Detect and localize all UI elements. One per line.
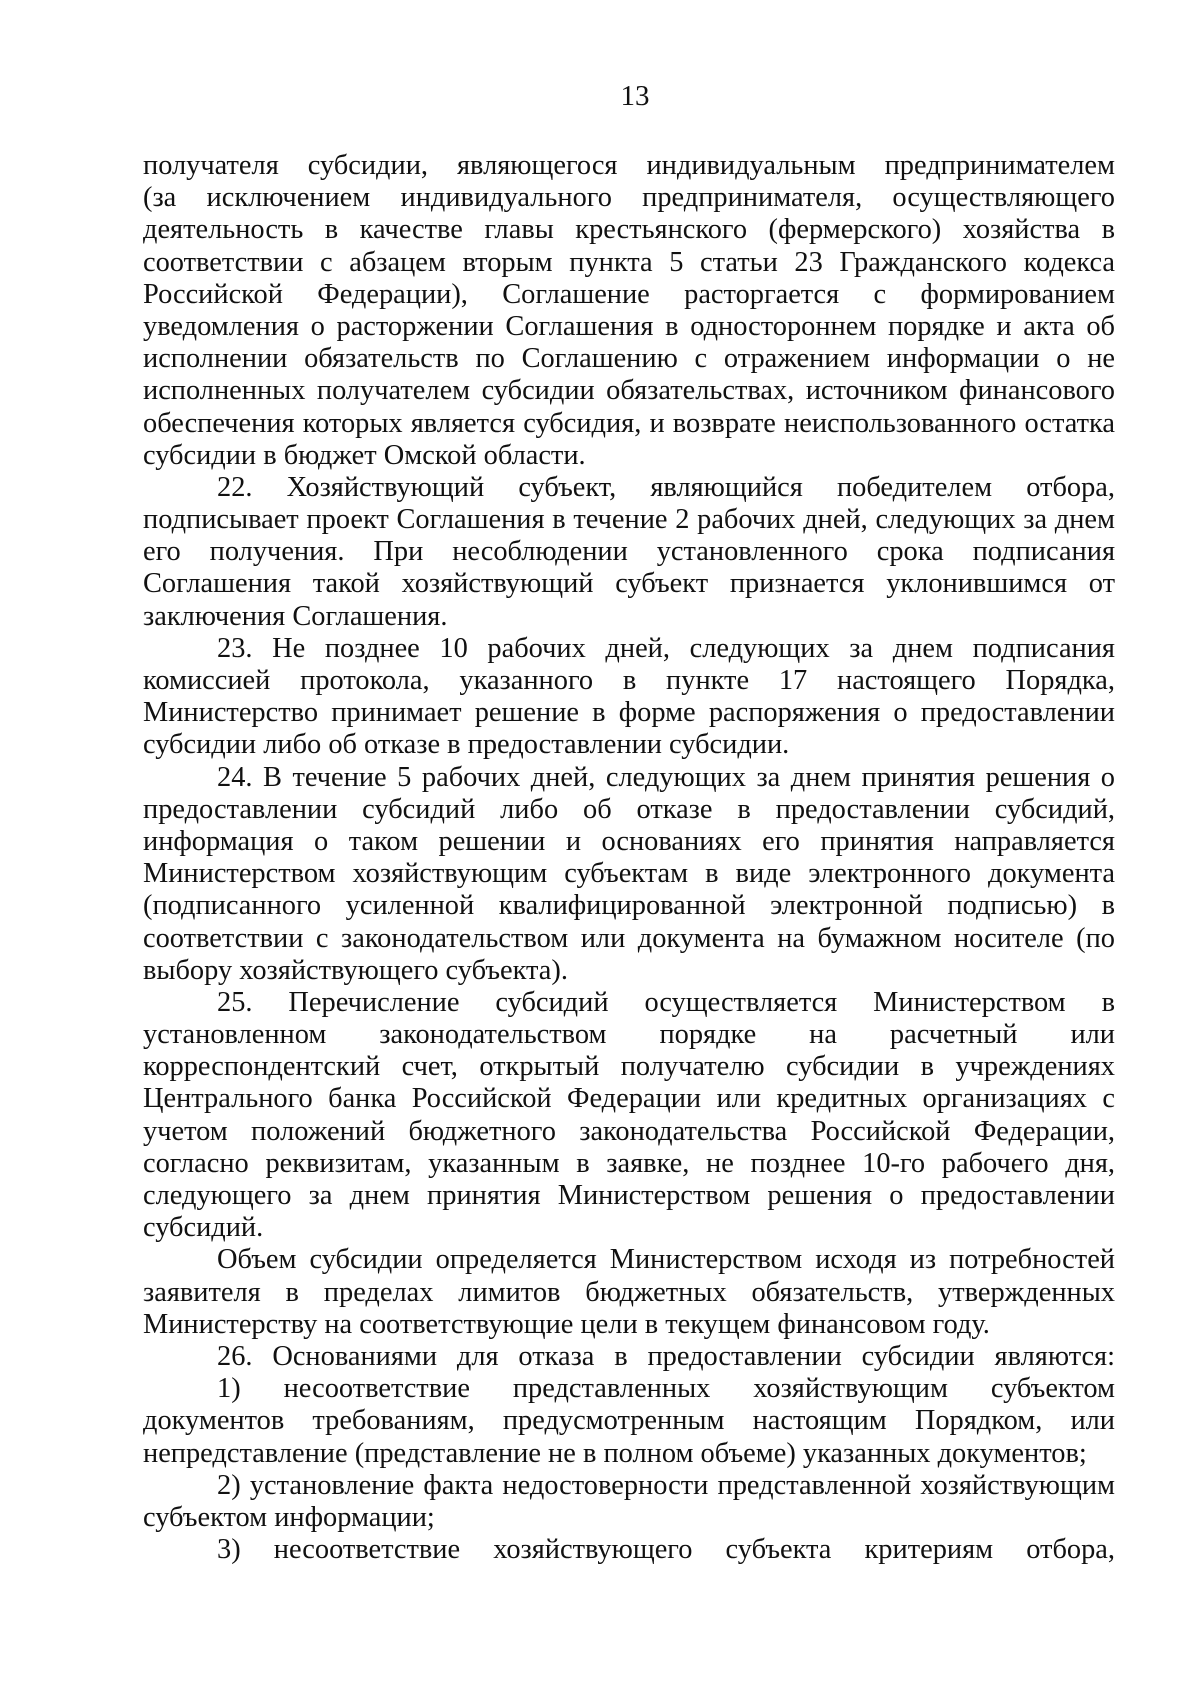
text-line: 25. Перечисление субсидий осуществляется Министерством в	[217, 986, 1115, 1018]
text-line: исполнении обязательств по Соглашению с отражением информации о не	[143, 343, 1115, 375]
text-line: обеспечения которых является субсидия, и возврате неиспользованного остатка	[143, 407, 1115, 439]
text-line: (подписанного усиленной квалифицированной электронной подписью) в	[143, 890, 1115, 922]
text-line: его получения. При несоблюдении установленного срока подписания	[143, 536, 1115, 568]
text-line: субъектом информации;	[143, 1501, 435, 1533]
text-line: соответствии с законодательством или документа на бумажном носителе (по	[143, 922, 1115, 954]
text-line: Российской Федерации), Соглашение расторгается с формированием	[143, 278, 1115, 310]
text-line: (за исключением индивидуального предпринимателя, осуществляющего	[143, 182, 1115, 214]
text-line: 23. Не позднее 10 рабочих дней, следующих за днем подписания	[217, 632, 1115, 664]
text-line: Министерством хозяйствующим субъектам в виде электронного документа	[143, 858, 1115, 890]
text-line: выбору хозяйствующего субъекта).	[143, 954, 568, 986]
text-line: документов требованиям, предусмотренным настоящим Порядком, или	[143, 1405, 1115, 1437]
text-line: установленном законодательством порядке на расчетный или	[143, 1019, 1115, 1051]
text-line: Объем субсидии определяется Министерством исходя из потребностей	[217, 1244, 1115, 1276]
text-line: предоставлении субсидий либо об отказе в предоставлении субсидий,	[143, 793, 1115, 825]
text-line: 3) несоответствие хозяйствующего субъекта критериям отбора,	[217, 1534, 1115, 1566]
text-line: субсидий.	[143, 1212, 264, 1244]
text-line: субсидии в бюджет Омской области.	[143, 439, 586, 471]
text-line: 26. Основаниями для отказа в предоставлении субсидии являются:	[217, 1340, 1115, 1372]
page-number: 13	[620, 80, 650, 112]
text-line: корреспондентский счет, открытый получателю субсидии в учреждениях	[143, 1051, 1115, 1083]
text-line: 24. В течение 5 рабочих дней, следующих за днем принятия решения о	[217, 761, 1115, 793]
body-text	[143, 150, 1115, 1566]
text-line: заключения Соглашения.	[143, 600, 448, 632]
text-line: информация о таком решении и основаниях его принятия направляется	[143, 825, 1115, 857]
text-line: заявителя в пределах лимитов бюджетных обязательств, утвержденных	[143, 1276, 1115, 1308]
text-line: подписывает проект Соглашения в течение 2 рабочих дней, следующих за днем	[143, 504, 1115, 536]
text-line: согласно реквизитам, указанным в заявке, не позднее 10-го рабочего дня,	[143, 1147, 1115, 1179]
text-line: Министерству на соответствующие цели в текущем финансовом году.	[143, 1308, 990, 1340]
text-line: деятельность в качестве главы крестьянского (фермерского) хозяйства в	[143, 214, 1115, 246]
text-line: следующего за днем принятия Министерством решения о предоставлении	[143, 1180, 1115, 1211]
text-line: Министерство принимает решение в форме распоряжения о предоставлении	[143, 697, 1115, 729]
text-line: получателя субсидии, являющегося индивидуальным предпринимателем	[143, 150, 1115, 181]
text-line: непредставление (представление не в полном объеме) указанных документов;	[143, 1437, 1087, 1469]
text-line: комиссией протокола, указанного в пункте 17 настоящего Порядка,	[143, 665, 1115, 696]
text-line: 1) несоответствие представленных хозяйствующим субъектом	[217, 1373, 1115, 1405]
text-line: исполненных получателем субсидии обязательствах, источником финансового	[143, 375, 1115, 407]
text-line: учетом положений бюджетного законодательства Российской Федерации,	[143, 1115, 1115, 1147]
text-line: субсидии либо об отказе в предоставлении субсидии.	[143, 729, 790, 761]
text-line: уведомления о расторжении Соглашения в одностороннем порядке и акта об	[143, 310, 1115, 342]
text-line: Соглашения такой хозяйствующий субъект признается уклонившимся от	[143, 568, 1115, 600]
text-line: 22. Хозяйствующий субъект, являющийся победителем отбора,	[217, 471, 1115, 503]
text-line: Центрального банка Российской Федерации или кредитных организациях с	[143, 1083, 1115, 1115]
text-line: соответствии с абзацем вторым пункта 5 статьи 23 Гражданского кодекса	[143, 246, 1115, 278]
text-line: 2) установление факта недостоверности представленной хозяйствующим	[217, 1469, 1115, 1501]
